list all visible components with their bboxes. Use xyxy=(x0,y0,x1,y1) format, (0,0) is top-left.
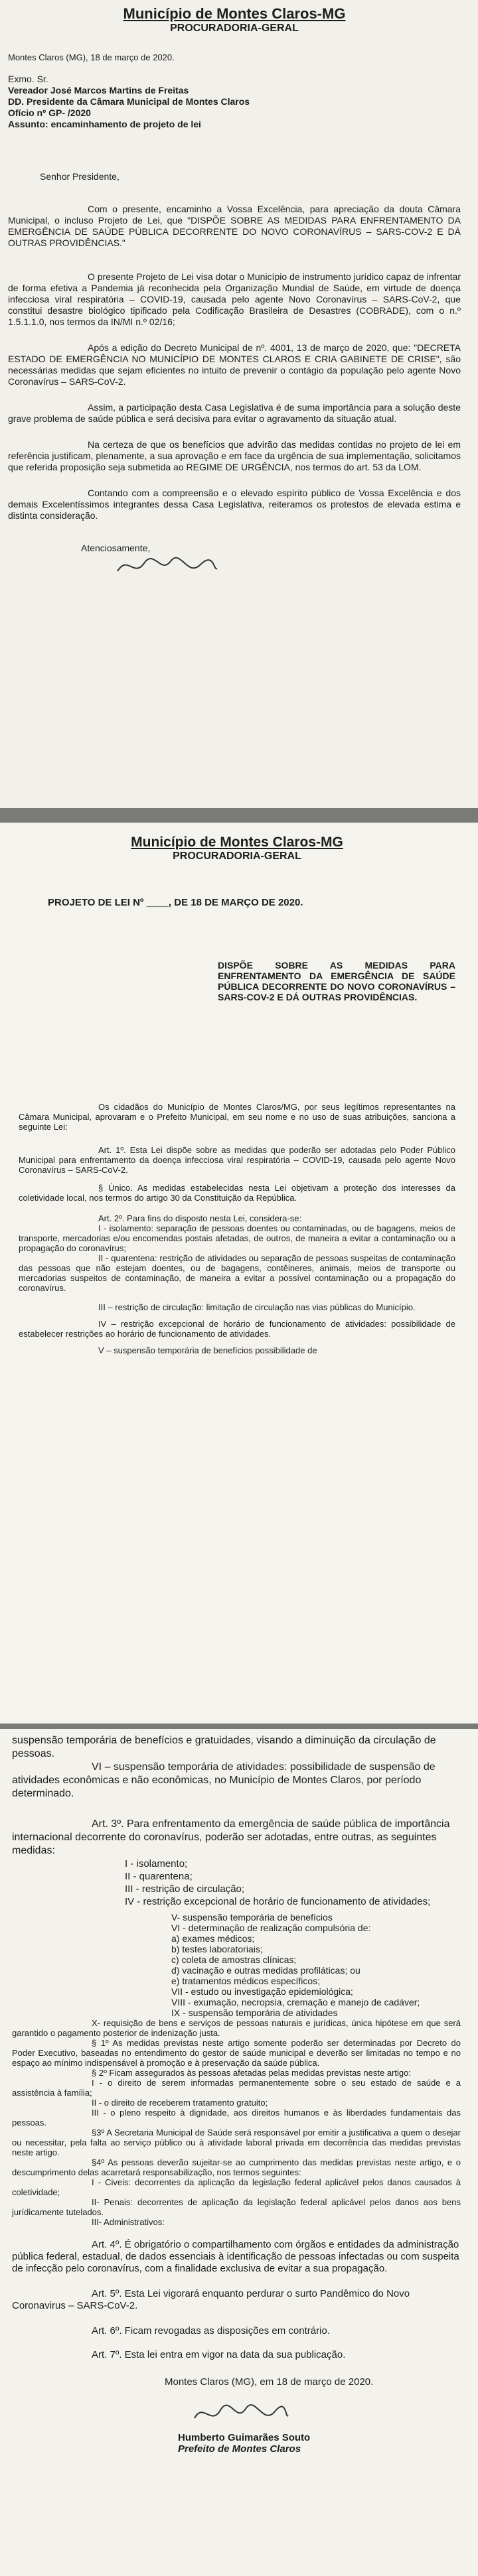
paragraph: Contando com a compreensão e o elevado espírito público de Vossa Excelência e dos demais Excelentíssimos integrantes dessa Casa Legislativa, reiteramos os protestos de elevada estima e distinta consideração. xyxy=(8,488,461,521)
article-2-item: V – suspensão temporária de benefícios possibilidade de xyxy=(98,1345,317,1355)
closing: Atenciosamente, xyxy=(81,543,151,553)
preamble: Os cidadãos do Município de Montes Claros/MG, por seus legítimos representantes na Câmara Municipal, aprovaram e o Prefeito Municipal, em seu nome e no uso de suas atribuições, sanciona a seguinte Lei: xyxy=(19,1102,455,1132)
addr-line: Ofício nº GP- /2020 xyxy=(8,107,91,118)
signer-role: Prefeito de Montes Claros xyxy=(178,2443,301,2455)
ementa: DISPÕE SOBRE AS MEDIDAS PARA ENFRENTAMENTO DA EMERGÊNCIA DE SAÚDE PÚBLICA DECORRENTE DO NOVO CORONAVÍRUS – SARS-COV-2 E DÁ OUTRAS PROVIDÊNCIAS. xyxy=(218,960,455,1002)
signer-name: Humberto Guimarães Souto xyxy=(178,2432,311,2443)
addr-line: Vereador José Marcos Martins de Freitas xyxy=(8,85,189,96)
bill-continuation-page xyxy=(0,1729,478,2576)
article-3-paragraph: §3º A Secretaria Municipal de Saúde será responsável por emitir a justificativa a quem o desejar ou necessitar, pela falta ao serviço público ou à atividade laboral privada em decorrência das medidas previstas neste artigo. xyxy=(12,2128,461,2157)
letter-date: Montes Claros (MG), 18 de março de 2020. xyxy=(8,52,175,62)
paragraph: Na certeza de que os benefícios que advirão das medidas contidas no projeto de lei em referência justificam, plenamente, a sua aprovação e em face da urgência de sua implementação, solicitamos que referida proposição seja submetida ao REGIME DE URGÊNCIA, nos termos do art. 53 da LOM. xyxy=(8,439,461,472)
list-item: IX - suspensão temporária de atividades xyxy=(171,2007,338,2018)
list-item: b) testes laboratoriais; xyxy=(171,1944,263,1954)
continuation: suspensão temporária de benefícios e gratuidades, visando a diminuição da circulação de pessoas. xyxy=(12,1735,436,1759)
article-3: Art. 3º. Para enfrentamento da emergência de saúde pública de importância internacional decorrente do coronavírus, poderão ser adotadas, entre outras, as seguintes medidas: xyxy=(12,1818,450,1856)
handwritten-signature xyxy=(12,2400,461,2432)
article-3-paragraph-item: I - o direito de serem informadas permanentemente sobre o seu estado de saúde e a assistência à família; xyxy=(12,2078,461,2098)
article-3-list-b xyxy=(12,1912,461,2018)
article-3-paragraph-item: II- Penais: decorrentes de aplicação da legislação federal aplicável pelos danos aos bens jurídicamente tutelados. xyxy=(12,2197,461,2217)
list-item: VII - estudo ou investigação epidemiológica; xyxy=(171,1986,353,1997)
paragraph: Após a edição do Decreto Municipal de nº. 4001, 13 de março de 2020, que: "DECRETA ESTADO DE EMERGÊNCIA NO MUNICÍPIO DE MONTES CLAROS E CRIA GABINETE DE CRISE", são necessárias medidas que sejam eficientes no intuito de prevenir o contágio da população pelo agente Novo Coronavírus – SARS-CoV-2. xyxy=(8,342,461,387)
list-item: I - isolamento; xyxy=(125,1858,188,1869)
list-item: e) tratamentos médicos específicos; xyxy=(171,1976,321,1986)
article-1: Art. 1º. Esta Lei dispõe sobre as medidas que poderão ser adotadas pelo Poder Público Municipal para enfrentamento da doença infecciosa viral respiratória – COVID-19, causada pelo agente Novo Coronavírus – SARS-CoV-2. xyxy=(19,1145,455,1175)
list-item: IV - restrição excepcional de horário de funcionamento de atividades; xyxy=(125,1896,431,1907)
list-item: a) exames médicos; xyxy=(171,1933,255,1944)
article-3-paragraph-item: I - Civeis: decorrentes da aplicação da legislação federal aplicável pelos danos causados à coletividade; xyxy=(12,2177,461,2197)
article-2-item: III – restrição de circulação: limitação de circulação nas vias públicas do Município. xyxy=(98,1302,416,1312)
list-item: VIII - exumação, necropsia, cremação e manejo de cadáver; xyxy=(171,1997,420,2007)
paragraph: Assim, a participação desta Casa Legislativa é de suma importância para a solução deste grave problema de saúde pública e será decisiva para evitar o agravamento da situação atual. xyxy=(8,402,461,424)
article-3-list-a xyxy=(12,1858,461,1908)
article-5: Art. 5º. Esta Lei vigorará enquanto perdurar o surto Pandêmico do Novo Coronavirus – SARS-CoV-2. xyxy=(12,2288,410,2311)
department-header: PROCURADORIA-GERAL xyxy=(170,23,299,34)
addr-line: DD. Presidente da Câmara Municipal de Montes Claros xyxy=(8,96,250,107)
article-3-paragraph: § 2º Ficam assegurados às pessoas afetadas pelas medidas previstas neste artigo: xyxy=(92,2068,411,2078)
list-item: V- suspensão temporária de benefícios xyxy=(171,1912,333,1923)
department-header: PROCURADORIA-GERAL xyxy=(173,850,301,862)
article-2-item: IV – restrição excepcional de horário de funcionamento de atividades: possibilidade de estabelecer restrições ao horário de funcionamento de atividades. xyxy=(19,1319,455,1339)
article-3-paragraph-item: III - o pleno respeito à dignidade, aos direitos humanos e às liberdades fundamentais das pessoas. xyxy=(12,2108,461,2128)
bill-page xyxy=(0,823,478,1724)
bill-title: PROJETO DE LEI Nº ____, DE 18 DE MARÇO DE 2020. xyxy=(48,897,303,908)
municipality-header: Município de Montes Claros-MG xyxy=(123,5,346,22)
cover-letter-page xyxy=(0,0,478,808)
paragraph: Com o presente, encaminho a Vossa Excelência, para apreciação da douta Câmara Municipal, o incluso Projeto de Lei, que "DISPÕE SOBRE AS MEDIDAS PARA ENFRENTAMENTO DA EMERGÊNCIA DE SAÚDE PÚBLICA DECORRENTE DO NOVO CORONAVÍRUS – SARS-COV-2 E DÁ OUTRAS PROVIDÊNCIAS." xyxy=(8,204,461,248)
list-item: d) vacinação e outras medidas profiláticas; ou xyxy=(171,1965,360,1976)
article-2-item: II - quarentena: restrição de atividades ou separação de pessoas suspeitas de contaminação das pessoas que não estejam doentes, ou de bagagens, contêineres, animais, meios de transporte ou mercadorias suspeitos de contaminação, de maneira a evitar a possível contaminação ou a propagação do coronavírus. xyxy=(19,1253,455,1293)
list-item: VI - determinação de realização compulsória de: xyxy=(171,1923,371,1933)
article-4: Art. 4º. É obrigatório o compartilhamento com órgãos e entidades da administração pública federal, estadual, de dados essenciais à identificação de pessoas infectadas ou com suspeita de infecção pelo coronavírus, com a finalidade exclusiva de evitar a sua propagação. xyxy=(12,2239,459,2274)
article-7: Art. 7º. Esta lei entra em vigor na data da sua publicação. xyxy=(92,2349,346,2360)
article-2-item: I - isolamento: separação de pessoas doentes ou contaminadas, ou de bagagens, meios de transporte, mercadorias e/ou encomendas postais afetadas, de outros, de maneira a evitar a contaminação ou a propagação do coronavírus; xyxy=(19,1223,455,1253)
list-item: c) coleta de amostras clínicas; xyxy=(171,1954,297,1965)
addr-line: Exmo. Sr. xyxy=(8,74,48,84)
salutation: Senhor Presidente, xyxy=(40,171,120,182)
signature-mark xyxy=(191,2400,291,2429)
article-6: Art. 6º. Ficam revogadas as disposições em contrário. xyxy=(92,2325,330,2337)
article-3-item: X- requisição de bens e serviços de pessoas naturais e jurídicas, única hipótese em que será garantido o pagamento posterior de indenização justa. xyxy=(12,2018,461,2038)
article-1-sole-paragraph: § Único. As medidas estabelecidas nesta Lei objetivam a proteção dos interesses da coletividade local, nos termos do artigo 30 da Constituição da República. xyxy=(19,1183,455,1203)
bill-date: Montes Claros (MG), em 18 de março de 2020. xyxy=(165,2376,374,2388)
paragraph: O presente Projeto de Lei visa dotar o Município de instrumento jurídico capaz de infrentar de forma efetiva a Pandemia já reconhecida pela Organização Mundial de Saúde, em virtude de doença infecciosa viral respiratória – COVID-19, causada pelo agente Novo Coronavírus – SARS-CoV-2, que constitui desastre biológico tipificado pela Codificação Brasileira de Desastres (COBRADE), com o n.º 1.5.1.1.0, nos termos da IN/MI n.º 02/16; xyxy=(8,271,461,327)
handwritten-signature xyxy=(8,551,461,586)
article-3-paragraph: §4º As pessoas deverão sujeitar-se ao cumprimento das medidas previstas neste artigo, e o descumprimento delas acarretará responsabilização, nos termos seguintes: xyxy=(12,2157,461,2177)
continuation: VI – suspensão temporária de atividades: possibilidade de suspensão de atividades econômicas e não econômicas, no Município de Montes Claros, por período determinado. xyxy=(12,1761,436,1799)
municipality-header: Município de Montes Claros-MG xyxy=(131,835,343,850)
addr-line: Assunto: encaminhamento de projeto de lei xyxy=(8,119,201,129)
list-item: III - restrição de circulação; xyxy=(125,1883,245,1895)
article-3-paragraph-item: III- Administrativos: xyxy=(92,2217,165,2227)
article-2: Art. 2º. Para fins do disposto nesta Lei, considera-se: xyxy=(98,1213,302,1223)
list-item: II - quarentena; xyxy=(125,1871,193,1882)
article-3-paragraph-item: II - o direito de receberem tratamento gratuito; xyxy=(92,2098,268,2108)
signature-mark xyxy=(114,551,220,580)
article-3-paragraph: § 1º As medidas previstas neste artigo somente poderão ser determinadas por Decreto do Poder Executivo, baseadas no entendimento do gestor de saúde municipal e deverão ser limitadas no tempo e no espaço ao mínimo indispensável à promoção e à preservação da saúde pública. xyxy=(12,2038,461,2068)
